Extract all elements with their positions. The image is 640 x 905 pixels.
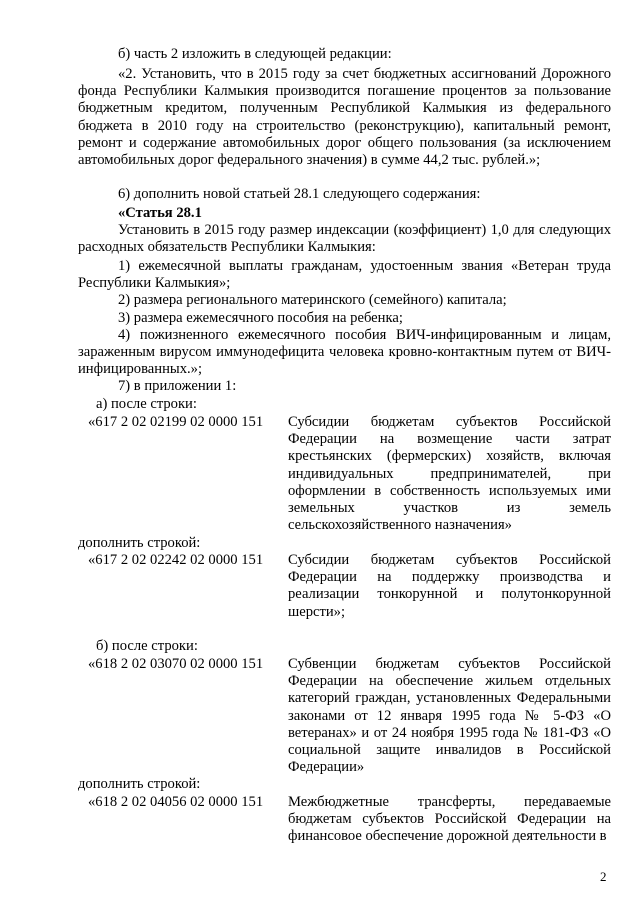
list-item-4: 4) пожизненного ежемесячного пособия ВИЧ-инфицированным и лицам, зараженным вирусом иммунодефицита человека кровно-контактным путем от ВИЧ-инфицированных.»; (78, 327, 611, 378)
label-after-row-a: а) после строки: (96, 396, 197, 412)
row-code: «618 2 02 03070 02 0000 151 (88, 656, 264, 672)
list-item-2: 2) размера регионального материнского (семейного) капитала; (118, 292, 507, 308)
row-code: «617 2 02 02199 02 0000 151 (88, 414, 264, 430)
row-description: Субсидии бюджетам субъектов Российской Федерации на поддержку производства и реализации тонкорунной и полутонкорунной шерсти»; (288, 552, 611, 620)
row-description: Субсидии бюджетам субъектов Российской Федерации на возмещение части затрат крестьянских (фермерских) хозяйств, включая индивидуальных предпринимателей, при оформлении в собственность используемых ими земельных участков из земель сельскохозяйственного назначения» (288, 414, 611, 534)
label-add-row: дополнить строкой: (78, 535, 201, 551)
paragraph-add-article: 6) дополнить новой статьей 28.1 следующего содержания: (118, 186, 481, 202)
row-description: Субвенции бюджетам субъектов Российской Федерации на обеспечение жильем отдельных категорий граждан, установленных Федеральными законами от 12 января 1995 года № 5-ФЗ «О ветеранах» и от 24 ноября 1995 года № 181-ФЗ «О социальной защите инвалидов в Российской Федерации» (288, 656, 611, 776)
paragraph-indexation: Установить в 2015 году размер индексации (коэффициент) 1,0 для следующих расходных обязательств Республики Калмыкия: (78, 222, 611, 256)
page-number: 2 (600, 869, 607, 884)
row-code: «617 2 02 02242 02 0000 151 (88, 552, 264, 568)
paragraph-part2-header: б) часть 2 изложить в следующей редакции: (118, 46, 392, 62)
paragraph-appendix: 7) в приложении 1: (118, 378, 237, 394)
paragraph-part2-text: «2. Установить, что в 2015 году за счет бюджетных ассигнований Дорожного фонда Республики Калмыкия производится погашение процентов за пользование бюджетным кредитом, полученным Республикой Калмыкия из федерального бюджета в 2010 году на строительство (реконструкцию), капитальный ремонт, ремонт и содержание автомобильных дорог общего пользования (за исключением автомобильных дорог федерального значения) в сумме 44,2 тыс. рублей.»; (78, 66, 611, 169)
list-item-1: 1) ежемесячной выплаты гражданам, удостоенным звания «Ветеран труда Республики Калмыкия»; (78, 258, 611, 292)
row-code: «618 2 02 04056 02 0000 151 (88, 794, 264, 810)
row-description: Межбюджетные трансферты, передаваемые бюджетам субъектов Российской Федерации на финансовое обеспечение дорожной деятельности в (288, 794, 611, 845)
article-heading: «Статья 28.1 (118, 205, 202, 221)
label-after-row-b: б) после строки: (96, 638, 198, 654)
label-add-row: дополнить строкой: (78, 776, 201, 792)
list-item-3: 3) размера ежемесячного пособия на ребенка; (118, 310, 403, 326)
